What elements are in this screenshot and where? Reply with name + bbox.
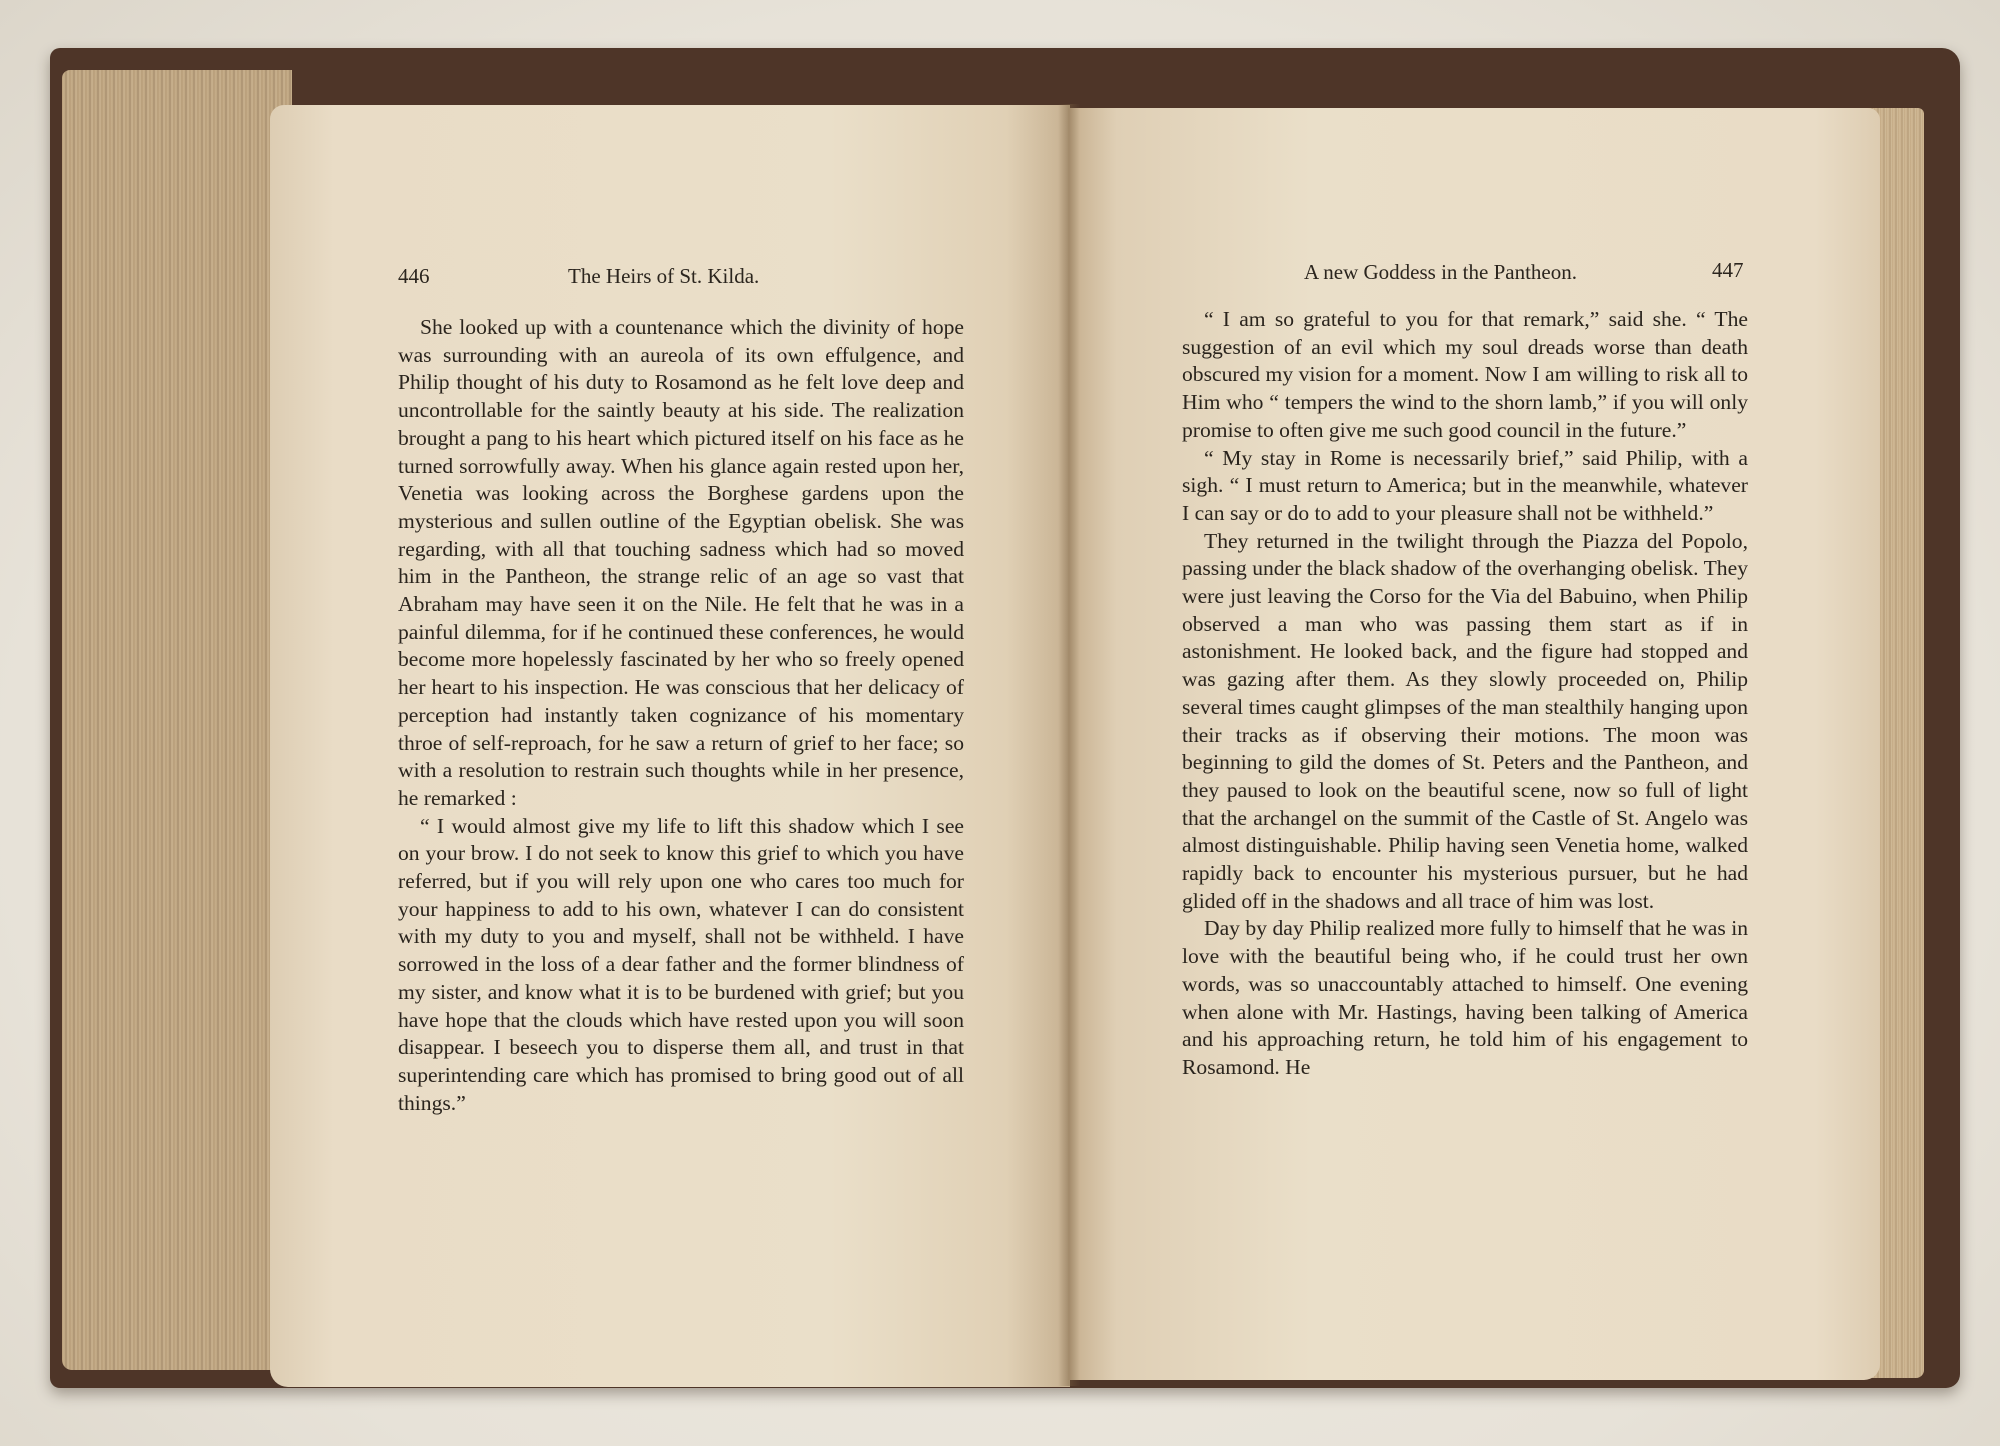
left-paragraph-1: She looked up with a countenance which the divinity of hope was surrounding with an aureola of its own effulgence, and Philip thought of his duty to Rosamond as he felt love deep and uncontrollable for the saintly beauty at his side. The realization brought a pang to his heart which pictured itself on his face as he turned sorrowfully away. When his glance again rested upon her, Venetia was looking across the Borghese gardens upon the mysterious and sullen outline of the Egyptian obelisk. She was regarding, with all that touching sadness which had so moved him in the Pantheon, the strange relic of an age so vast that Abraham may have seen it on the Nile. He felt that he was in a painful dilemma, for if he continued these conferences, he would become more hopelessly fascinated by her who so freely opened her heart to his inspection. He was conscious that her delicacy of perception had instantly taken cognizance of his momentary throe of self-reproach, for he saw a return of grief to her face; so with a resolution to restrain such thoughts while in her presence, he remarked :: [398, 315, 964, 810]
right-paragraph-2: “ My stay in Rome is necessarily brief,” said Philip, with a sigh. “ I must return to America; but in the meanwhile, whatever I can say or do to add to your pleasure shall not be withheld.”: [1182, 445, 1748, 525]
right-page-number: 447: [1712, 258, 1744, 282]
left-page-edges: [62, 70, 292, 1370]
left-running-title: The Heirs of St. Kilda.: [568, 264, 760, 288]
right-paragraph-1: “ I am so grateful to you for that remark,” said she. “ The suggestion of an evil which my soul dreads worse than death obscured my vision for a moment. Now I am willing to risk all to Him who “ tempers the wind to the shorn lamb,” if you will only promise to often give me such good council in the future.”: [1182, 307, 1748, 442]
right-paragraph-3: They returned in the twilight through the Piazza del Popolo, passing under the black shadow of the overhanging obelisk. They were just leaving the Corso for the Via del Babuino, when Philip observed a man who was passing them start as if in astonishment. He looked back, and the figure had stopped and was gazing after them. As they slowly proceeded on, Philip several times caught glimpses of the man stealthily hanging upon their tracks as if observing their motions. The moon was beginning to gild the domes of St. Peters and the Pantheon, and they paused to look on the beautiful scene, now so full of light that the archangel on the summit of the Castle of St. Angelo was almost distinguishable. Philip having seen Venetia home, walked rapidly back to encounter his mysterious pursuer, but he had glided off in the shadows and all trace of him was lost.: [1182, 528, 1748, 913]
left-page-body: [398, 314, 964, 1117]
left-page-number: 446: [398, 264, 430, 288]
book-gutter: [1058, 104, 1080, 1386]
left-paragraph-2: “ I would almost give my life to lift this shadow which I see on your brow. I do not seek to know this grief to which you have referred, but if you will rely upon one who cares too much for your happiness to add to his own, whatever I can do consistent with my duty to you and myself, shall not be withheld. I have sorrowed in the loss of a dear father and the former blindness of my sister, and know what it is to be burdened with grief; but you have hope that the clouds which have rested upon you will soon disappear. I beseech you to disperse them all, and trust in that superintending care which has promised to bring good out of all things.”: [398, 813, 964, 1115]
right-page-body: [1182, 306, 1748, 1082]
right-paragraph-4: Day by day Philip realized more fully to himself that he was in love with the beautiful being who, if he could trust her own words, was so unaccountably attached to himself. One evening when alone with Mr. Hastings, having been talking of America and his approaching return, he told him of his engagement to Rosamond. He: [1182, 916, 1748, 1079]
right-running-title: A new Goddess in the Pantheon.: [1304, 260, 1577, 284]
